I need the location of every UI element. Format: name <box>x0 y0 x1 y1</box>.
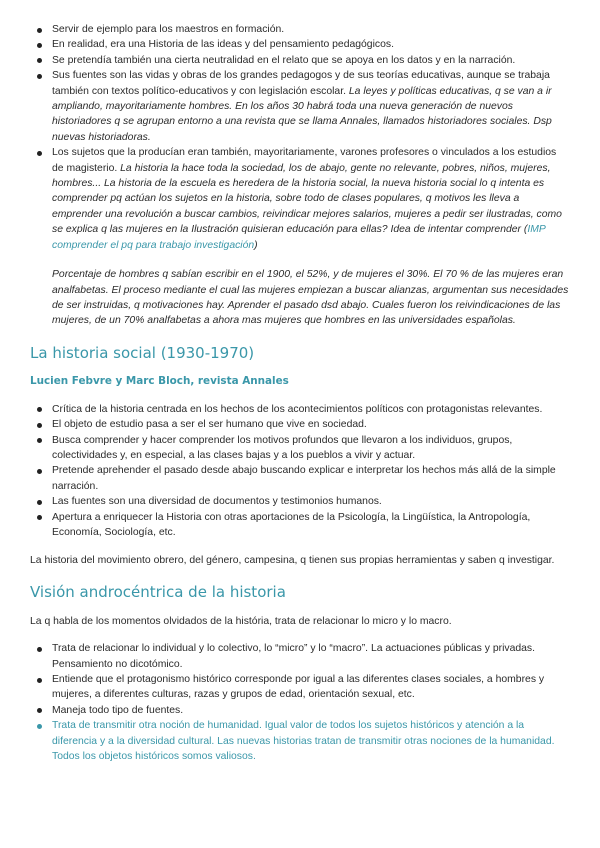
annotation-quote: Porcentaje de hombres q sabían escribir en el 1900, el 52%, y de mujeres el 30%. El 70 % de las mujeres eran analfabetas. El proceso mediante el cual las mujeres empiezan a buscar alianzas, argumentan sus necesidades de ser instruidas, q motivaciones hay. Aprender el pasado dsd abajo. Cuales fueron los reivindicaciones de las mujeres, de un 70% analfabetas a ahora mas mujeres que hombres en las universidades españolas. <box>52 269 569 327</box>
androcentric-paragraph: La q habla de los momentos olvidados de la história, trata de relacionar lo micro y lo macro. <box>30 615 452 627</box>
list-item: En realidad, era una Historia de las ideas y del pensamiento pedagógicos. <box>30 37 570 52</box>
list-item: Sus fuentes son las vidas y obras de los grandes pedagogos y de sus teorías educativas, aunque se trabaja también con textos político-educativos y con legislación escolar. La leyes y políticas educativas, q se van a ir ampliando, mayoritariamente hombres. En los años 30 habrá toda una nueva generación de nuevos historiadores q se agrupan entorno a una revista que se llama Annales, llamados historiadores sociales. Dsp nuevas historiadoras. <box>30 68 570 145</box>
list-item: Servir de ejemplo para los maestros en formación. <box>30 22 570 37</box>
androcentric-list <box>30 641 570 764</box>
list-item: Crítica de la historia centrada en los hechos de los acontecimientos políticos con protagonistas relevantes. <box>30 402 570 417</box>
social-history-paragraph: La historia del movimiento obrero, del género, campesina, q tienen sus propias herramientas y saben q investigar. <box>30 555 555 567</box>
list-item: Entiende que el protagonismo histórico corresponde por igual a las diferentes clases sociales, a hombres y mujeres, a diferentes culturas, razas y grupos de edad, orientación sexual, etc. <box>30 672 570 703</box>
list-item: Trata de relacionar lo individual y lo colectivo, lo “micro” y lo “macro”. La actuaciones públicas y privadas. Pensamiento no dicotómico. <box>30 641 570 672</box>
list-item-highlighted: Trata de transmitir otra noción de humanidad. Igual valor de todos los sujetos históricos y atención a la diferencia y a la diversidad cultural. Las nuevas historias tratan de transmitir otras nociones de la humanidad. Todos los objetos históricos somos valiosos. <box>30 718 570 764</box>
note-link[interactable]: IMP comprender el pq para trabajo investigación <box>52 224 546 251</box>
annotation-note: La historia la hace toda la sociedad, los de abajo, gente no relevante, pobres, niños, mujeres, hombres... La historia de la escuela es heredera de la historia social, la nueva historia social lo q intenta es comprender pq actúan los sujetos en la historia, sobre todo de clases populares, q motivos les lleva a emprender una revolución a buscar cambios, reivindicar mejores salarios, mujeres a pedir ser ilustradas, como se explica q las mujeres en la Ilustración quisieran educación para ellas? Idea de intentar comprender ( <box>52 162 562 236</box>
section-heading-social-history: La historia social (1930-1970) <box>30 343 255 362</box>
annotation-note: La leyes y políticas educativas, q se van a ir ampliando, mayoritariamente hombres. En los años 30 habrá toda una nueva generación de nuevos historiadores q se agrupan entorno a una revista que se llama Annales, llamados historiadores sociales. Dsp nuevas historiadoras. <box>52 85 552 143</box>
list-item: Se pretendía también una cierta neutralidad en el relato que se apoya en los datos y en la narración. <box>30 53 570 68</box>
social-history-list <box>30 402 570 541</box>
list-item: Maneja todo tipo de fuentes. <box>30 703 570 718</box>
list-item: Pretende aprehender el pasado desde abajo buscando explicar e interpretar los hechos más allá de la simple narración. <box>30 463 570 494</box>
intro-list <box>30 22 570 253</box>
list-item: Busca comprender y hacer comprender los motivos profundos que llevaron a los individuos, grupos, colectividades y, en especial, a las clases bajas y a los pueblos a vivir y actuar. <box>30 433 570 464</box>
list-item: El objeto de estudio pasa a ser el ser humano que vive en sociedad. <box>30 417 570 432</box>
list-item: Los sujetos que la producían eran también, mayoritariamente, varones profesores o vinculados a los estudios de magisterio. La historia la hace toda la sociedad, los de abajo, gente no relevante, pobres, niños, mujeres, hombres... La historia de la escuela es heredera de la historia social, la nueva historia social lo q intenta es comprender pq actúan los sujetos en la historia, sobre todo de clases populares, q motivos les lleva a emprender una revolución a buscar cambios, reivindicar mejores salarios, mujeres a pedir ser ilustradas, como se explica q las mujeres en la Ilustración quisieran educación para ellas? Idea de intentar comprender (IMP comprender el pq para trabajo investigación) <box>30 145 570 253</box>
list-item: Las fuentes son una diversidad de documentos y testimonios humanos. <box>30 494 570 509</box>
list-item: Apertura a enriquecer la Historia con otras aportaciones de la Psicología, la Lingüística, la Antropología, Economía, Sociología, etc. <box>30 510 570 541</box>
section-subheading-annales: Lucien Febvre y Marc Bloch, revista Annales <box>30 374 289 387</box>
section-heading-androcentric: Visión androcéntrica de la historia <box>30 582 286 601</box>
